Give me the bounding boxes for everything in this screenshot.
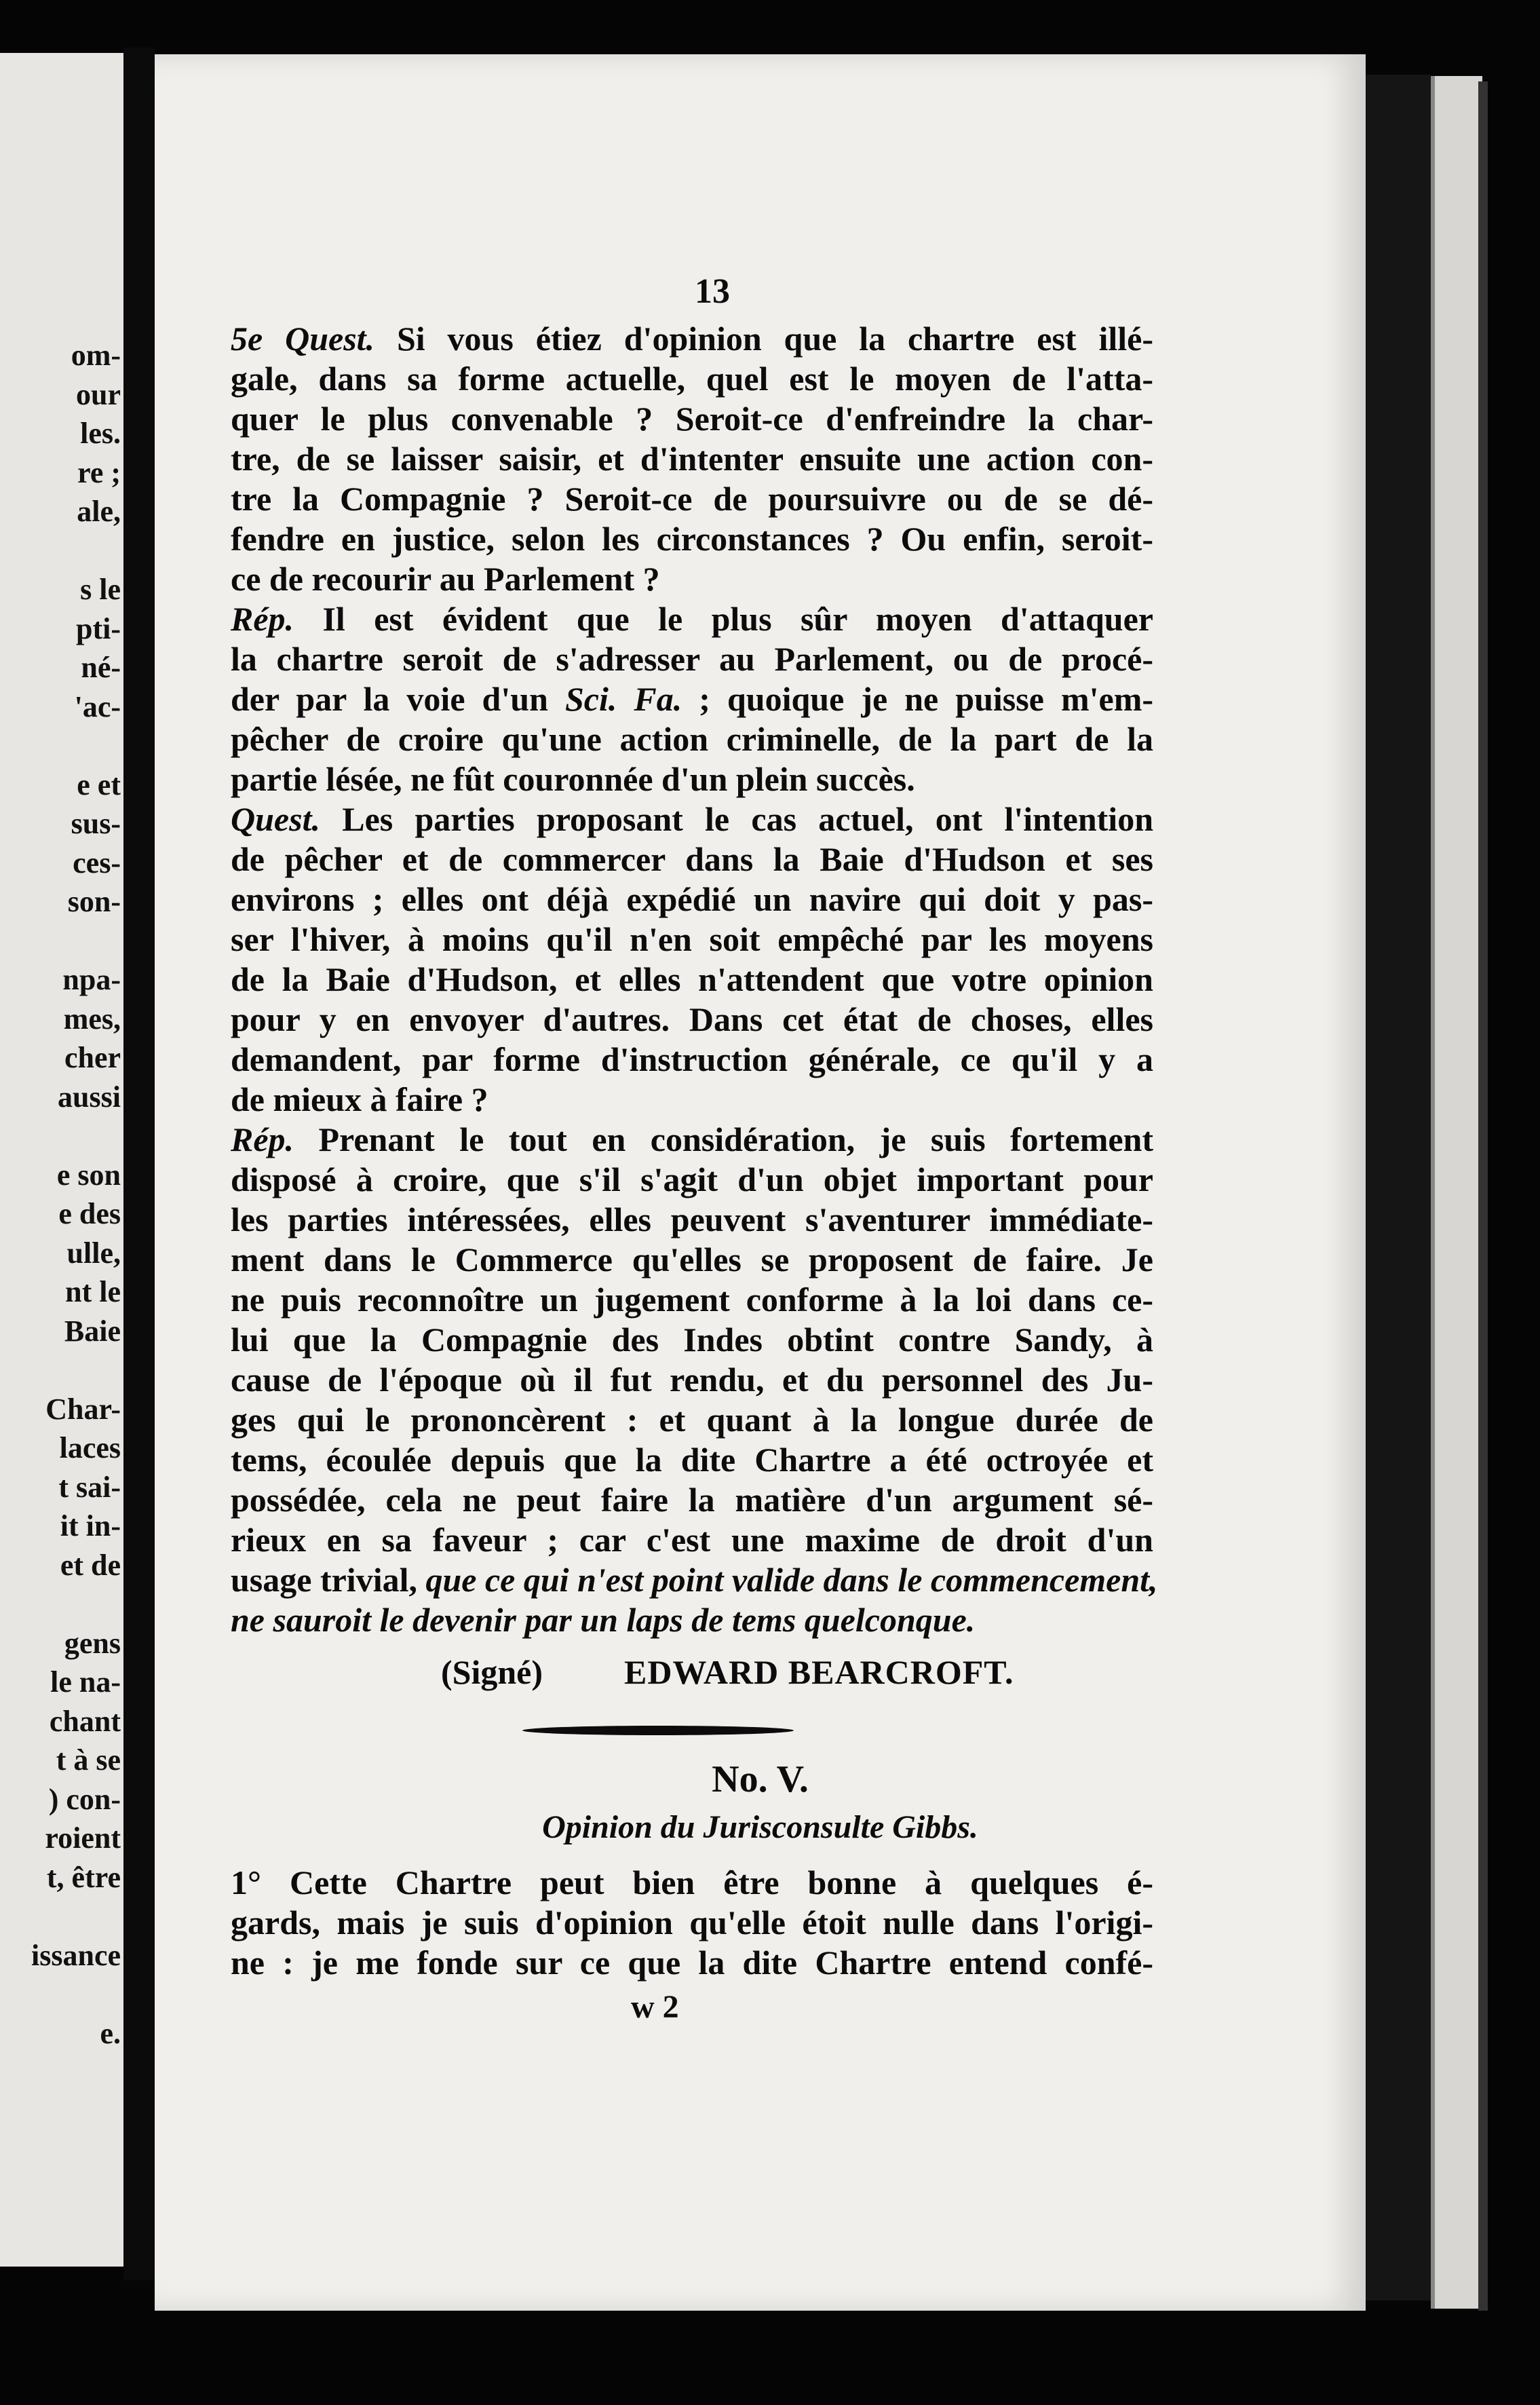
- cover-edge-shadow: [1478, 81, 1488, 2311]
- text-line: [231, 1080, 1153, 1120]
- text-line: [231, 1560, 1158, 1600]
- facing-page-line: mes,: [63, 1002, 121, 1036]
- text-line: [231, 1480, 1153, 1520]
- facing-page-line: sus-: [71, 807, 121, 840]
- text-line: [231, 1120, 1153, 1160]
- line-text: gale, dans sa forme actuelle, quel est le moyen de l'atta-: [231, 360, 1153, 398]
- text-line: [231, 1160, 1153, 1200]
- line-text: de mieux à faire ?: [231, 1080, 488, 1118]
- facing-page-line: ) con-: [48, 1782, 121, 1816]
- text-line: [231, 1360, 1153, 1400]
- facing-page-line: Baie: [64, 1314, 121, 1348]
- text-line: [231, 920, 1153, 960]
- line-text: Prenant le tout en considération, je suis fortement: [294, 1120, 1153, 1158]
- line-text: ne : je me fonde sur ce que la dite Chartre entend confé-: [231, 1944, 1153, 1982]
- text-line: [231, 1863, 1153, 1903]
- text-line: [231, 1320, 1153, 1360]
- line-text: rieux en sa faveur ; car c'est une maxime de droit d'un: [231, 1521, 1153, 1559]
- line-text: 1° Cette Chartre peut bien être bonne à quelques é-: [231, 1863, 1153, 1901]
- section-title: Opinion du Jurisconsulte Gibbs.: [542, 1809, 978, 1845]
- facing-page-line: om-: [71, 339, 121, 372]
- line-text: ce de recourir au Parlement ?: [231, 560, 660, 598]
- facing-page-line: laces: [59, 1431, 121, 1464]
- signature-label: (Signé): [441, 1653, 543, 1691]
- text-line: [231, 359, 1153, 399]
- question-label: Rép.: [231, 1120, 294, 1158]
- page-number: 13: [695, 272, 730, 311]
- text-line: [231, 1520, 1153, 1560]
- text-line: [231, 1400, 1153, 1440]
- text-line: [231, 639, 1153, 679]
- text-line: [231, 719, 1153, 759]
- page-edge-shadow: [1366, 75, 1431, 2300]
- book-gutter: [123, 48, 155, 2280]
- section-number: No. V.: [712, 1758, 809, 1800]
- question-label: Quest.: [231, 800, 320, 838]
- line-text: disposé à croire, que s'il s'agit d'un objet important pour: [231, 1160, 1153, 1198]
- line-text: tems, écoulée depuis que la dite Chartre a été octroyée et: [231, 1441, 1153, 1479]
- text-line: [231, 519, 1153, 559]
- signature-name: EDWARD BEARCROFT.: [624, 1653, 1014, 1691]
- line-text: tre, de se laisser saisir, et d'intenter ensuite une action con-: [231, 440, 1153, 478]
- text-line: [231, 599, 1153, 639]
- facing-page-line: ces-: [73, 846, 121, 879]
- text-line: [231, 1440, 1153, 1480]
- text-line: [231, 839, 1153, 879]
- line-text: der par la voie d'un: [231, 680, 565, 718]
- facing-page-line: e.: [100, 2016, 121, 2050]
- line-text: quer le plus convenable ? Seroit-ce d'enfreindre la char-: [231, 400, 1153, 438]
- italic-phrase: que ce qui n'est point valide dans le commencement,: [425, 1561, 1158, 1599]
- line-text: de pêcher et de commercer dans la Baie d'Hudson et ses: [231, 840, 1153, 878]
- facing-page-line: roient: [45, 1821, 121, 1855]
- italic-phrase: ne sauroit le devenir par un laps de tems quelconque.: [231, 1601, 976, 1639]
- facing-page-line: t sai-: [58, 1470, 121, 1504]
- line-text: lui que la Compagnie des Indes obtint contre Sandy, à: [231, 1321, 1153, 1359]
- facing-page-line: et de: [60, 1548, 121, 1582]
- facing-page-line: le na-: [50, 1665, 121, 1699]
- text-line: [231, 1200, 1153, 1240]
- line-text: ges qui le prononcèrent : et quant à la longue durée de: [231, 1401, 1153, 1439]
- facing-page-line: it in-: [60, 1509, 121, 1542]
- line-text: ; quoique je ne puisse m'em-: [682, 680, 1153, 718]
- facing-page-line: pti-: [76, 611, 121, 645]
- line-text: les parties intéressées, elles peuvent s'aventurer immédiate-: [231, 1200, 1153, 1238]
- line-text: gards, mais je suis d'opinion qu'elle étoit nulle dans l'origi-: [231, 1904, 1153, 1942]
- italic-phrase: Sci. Fa.: [564, 680, 682, 718]
- line-text: de la Baie d'Hudson, et elles n'attendent que votre opinion: [231, 960, 1153, 998]
- text-line: [231, 399, 1153, 439]
- facing-page-line: npa-: [62, 963, 121, 996]
- facing-page-line: issance: [31, 1938, 121, 1972]
- text-line: [231, 1040, 1153, 1080]
- facing-page-line: our: [76, 377, 121, 411]
- facing-page-line: e et: [77, 768, 121, 801]
- line-text: ne puis reconnoître un jugement conforme à la loi dans ce-: [231, 1281, 1153, 1319]
- line-text: fendre en justice, selon les circonstances ? Ou enfin, seroit-: [231, 520, 1153, 558]
- text-line: [231, 1903, 1153, 1943]
- line-text: pour y en envoyer d'autres. Dans cet état de choses, elles: [231, 1000, 1153, 1038]
- text-line: [231, 679, 1153, 719]
- text-line: [231, 1943, 1153, 1983]
- facing-page-line: Char-: [45, 1392, 121, 1426]
- text-line: [231, 1280, 1153, 1320]
- line-text: partie lésée, ne fût couronnée d'un plein succès.: [231, 760, 915, 798]
- line-text: usage trivial,: [231, 1561, 426, 1599]
- facing-page-line: son-: [67, 885, 121, 918]
- facing-page-line: né-: [81, 651, 121, 684]
- facing-page-line: t, être: [46, 1860, 121, 1894]
- facing-page-line: les.: [80, 417, 121, 450]
- line-text: pêcher de croire qu'une action criminelle, de la part de la: [231, 720, 1153, 758]
- text-line: [231, 879, 1153, 920]
- facing-page-line: e des: [58, 1197, 121, 1230]
- facing-page-line: t à se: [56, 1743, 121, 1777]
- line-text: possédée, cela ne peut faire la matière d'un argument sé-: [231, 1481, 1153, 1519]
- facing-page-line: s le: [80, 573, 121, 606]
- facing-page-line: ulle,: [66, 1236, 121, 1270]
- section-divider-rule: [522, 1726, 794, 1735]
- facing-page-line: nt le: [65, 1275, 121, 1308]
- book-cover-edge: [1431, 76, 1482, 2309]
- facing-page-line: 'ac-: [74, 689, 121, 723]
- text-line: [231, 1000, 1153, 1040]
- line-text: Il est évident que le plus sûr moyen d'attaquer: [294, 600, 1153, 638]
- facing-page-line: e son: [56, 1158, 121, 1192]
- text-line: [231, 1600, 1153, 1640]
- line-text: la chartre seroit de s'adresser au Parlement, ou de procé-: [231, 640, 1153, 678]
- line-text: demandent, par forme d'instruction générale, ce qu'il y a: [231, 1040, 1153, 1078]
- facing-page-line: gens: [64, 1626, 121, 1660]
- text-line: [231, 1240, 1153, 1280]
- text-line: [231, 759, 1153, 799]
- line-text: tre la Compagnie ? Seroit-ce de poursuivre ou de se dé-: [231, 480, 1153, 518]
- line-text: ser l'hiver, à moins qu'il n'en soit empêché par les moyens: [231, 920, 1153, 958]
- facing-page-line: aussi: [58, 1080, 121, 1114]
- printer-signature-mark: w 2: [631, 1989, 679, 2025]
- text-line: [231, 960, 1153, 1000]
- line-text: ment dans le Commerce qu'elles se proposent de faire. Je: [231, 1241, 1153, 1279]
- line-text: Les parties proposant le cas actuel, ont l'intention: [320, 800, 1153, 838]
- facing-page-line: ale,: [77, 495, 121, 528]
- line-text: environs ; elles ont déjà expédié un navire qui doit y pas-: [231, 880, 1153, 918]
- line-text: cause de l'époque où il fut rendu, et du personnel des Ju-: [231, 1361, 1153, 1399]
- text-line: [231, 559, 1153, 599]
- section-body-text: [231, 1863, 1153, 1983]
- facing-page-line: re ;: [77, 455, 121, 489]
- facing-page-fragment: [0, 53, 126, 2267]
- line-text: Si vous étiez d'opinion que la chartre est illé-: [374, 320, 1153, 358]
- text-line: [231, 319, 1153, 359]
- facing-page-line: chant: [49, 1704, 121, 1738]
- facing-page-line: cher: [64, 1041, 121, 1074]
- text-line: [231, 439, 1153, 479]
- question-label: 5e Quest.: [231, 320, 375, 358]
- question-label: Rép.: [231, 600, 294, 638]
- page-body-text: [231, 319, 1158, 1640]
- text-line: [231, 479, 1153, 519]
- text-line: [231, 799, 1153, 839]
- signature-line: [441, 1652, 1014, 1692]
